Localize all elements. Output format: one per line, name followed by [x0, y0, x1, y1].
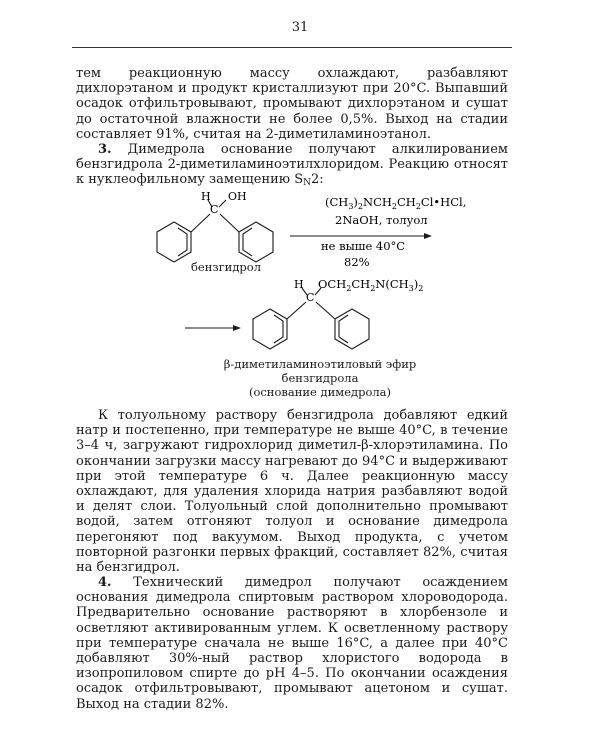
benzene-ring-right-inner — [243, 228, 252, 256]
benzene-ring-product-right-inner — [339, 315, 348, 343]
product-substituent-label: $OCH_2CH_2N(CH_3)_2$ — [318, 277, 424, 293]
paragraph-4-text — [76, 575, 508, 712]
benzene-ring-product-right — [335, 309, 369, 349]
item-number-3: 3. — [98, 142, 112, 157]
bond-c-right — [220, 214, 239, 232]
product-name-line-3: (основание димедрола) — [248, 385, 392, 399]
product-name — [220, 357, 420, 399]
page-number: 31 — [291, 20, 309, 35]
paragraph-1-text: тем реакционную массу охлаждают, разбавляют дихлорэтаном и продукт кристаллизуют при 20°C. Выпавший осадок отфильтровывают, промывают дихлорэтаном и сушат до остаточной влажности не более 0,5%. Выход на стадии составляет 91%, считая на 2-диметиламиноэтанол. — [76, 66, 508, 142]
paragraph-2-end: 2: — [311, 172, 324, 188]
benzene-ring-right — [239, 222, 273, 262]
condition-line-1: не выше 40°C — [321, 239, 406, 253]
reagent-line-1: $(CH_3)_2NCH_2CH_2Cl•HCl$, — [325, 195, 467, 211]
paragraph-2-text — [76, 142, 508, 188]
paragraph-2 — [76, 142, 508, 188]
paragraph-3 — [76, 408, 508, 575]
reactant-oh-label: OH — [228, 190, 247, 203]
condition-line-2: 82% — [344, 255, 370, 269]
paragraph-4-body: Технический димедрол получают осаждением основания димедрола спиртовым раствором хлороводорода. Предварительно основание растворяют в хлорбензоле и осветляют активированным углем. К осветленному раствору при температуре сначала не выше 16°C, а далее при 40°C добавляют 30%-ный раствор хлористого водорода в изопропиловом спирте до pH 4–5. По окончании осаждения осадок отфильтровывают, промывают ацетоном и сушат. Выход на стадии 82%. — [76, 575, 508, 712]
reaction-arrowhead-1 — [424, 233, 432, 239]
sn-subscript: N — [303, 178, 312, 189]
item-number-4: 4. — [98, 575, 112, 590]
product-name-line-2: бензгидрола — [281, 371, 359, 385]
product-name-line-1: β-диметиламиноэтиловый эфир — [223, 357, 417, 371]
header-rule — [72, 47, 512, 48]
benzene-ring-product-left-inner — [274, 315, 283, 343]
reactant-h-label: H — [201, 190, 211, 203]
bond-c-left — [191, 214, 210, 232]
paragraph-4 — [76, 575, 508, 712]
benzene-ring-left — [157, 222, 191, 262]
paragraph-1 — [76, 66, 508, 142]
paragraph-2-body: Димедрола основание получают алкилированием бензгидрола 2-диметиламиноэтилхлоридом. Реакцию относят к нуклеофильному замещению S — [76, 142, 508, 188]
reactant-name: бензгидрол — [190, 260, 262, 274]
benzene-ring-product-left — [253, 309, 287, 349]
product-h-label: H — [294, 278, 304, 291]
paragraph-3-text: К толуольному раствору бензгидрола добавляют едкий натр и постепенно, при температуре не выше 40°C, в течение 3–4 ч, загружают гидрохлорид диметил-β-хлорэтиламина. По окончании загрузки массу нагревают до 94°C и выдерживают при этой температуре 6 ч. Далее реакционную массу охлаждают, для удаления хлорида натрия разбавляют водой и делят слои. Толуольный слой дополнительно промывают водой, затем отгоняют толуол и основание димедрола перегоняют под вакуумом. Выход продукта, с учетом повторной разгонки первых фракций, составляет 82%, считая на бензгидрол. — [76, 408, 508, 576]
reactant-c-label: C — [210, 203, 219, 216]
bond-product-c-left — [287, 302, 306, 319]
reaction-arrowhead-2 — [233, 325, 241, 331]
reagent-line-2: 2NaOH, толуол — [335, 213, 428, 227]
benzene-ring-left-inner — [178, 228, 187, 256]
product-c-label: C — [306, 291, 315, 304]
bond-c-oh — [219, 200, 226, 207]
bond-product-c-right — [316, 302, 335, 319]
